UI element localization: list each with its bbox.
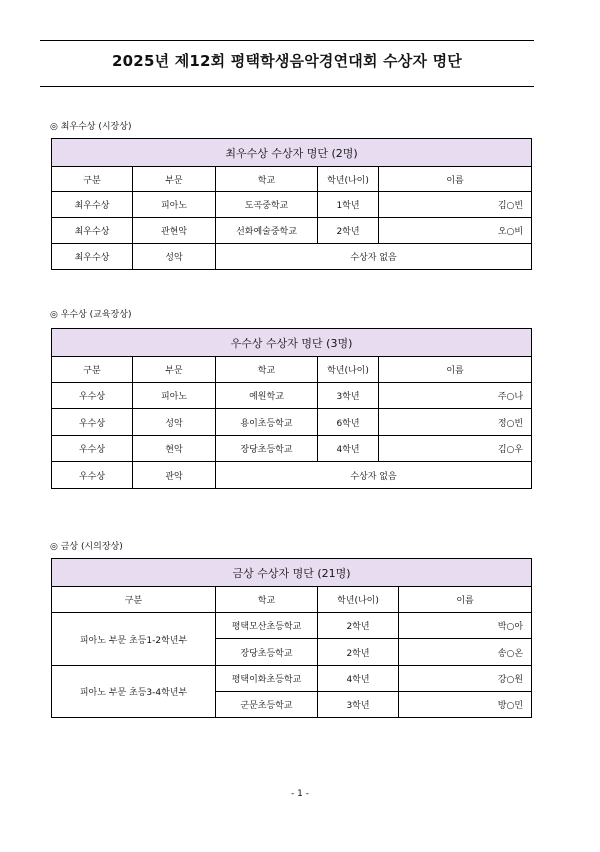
table-row: 피아노 부문 초등1-2학년부 평택모산초등학교 2학년 박○아	[52, 613, 532, 639]
no-winner-cell: 수상자 없음	[216, 244, 532, 270]
column-header: 이름	[379, 167, 532, 192]
column-header: 이름	[399, 587, 532, 613]
winner-name: 박○아	[399, 613, 532, 639]
table-row: 군문초등학교 3학년 방○민	[52, 692, 532, 718]
column-header: 부문	[133, 167, 216, 192]
table-row: 최우수상 관현악 선화예술중학교 2학년 오○비	[52, 218, 532, 244]
winner-name: 송○온	[399, 639, 532, 666]
section-heading-excellence-prize: ◎ 우수상 (교육장상)	[50, 310, 132, 320]
table-row: 우수상 성악 용이초등학교 6학년 정○빈	[52, 409, 532, 436]
winner-name: 방○민	[399, 692, 532, 718]
column-header: 부문	[133, 357, 216, 383]
table-title: 최우수상 수상자 명단 (2명)	[52, 139, 532, 167]
column-header: 학년(나이)	[318, 587, 399, 613]
column-header: 학년(나이)	[318, 357, 379, 383]
column-header: 이름	[379, 357, 532, 383]
table-title: 금상 수상자 명단 (21명)	[52, 559, 532, 587]
table-row: 우수상 피아노 예원학교 3학년 주○나	[52, 383, 532, 409]
excellence-prize-table	[51, 328, 532, 489]
category-cell: 피아노 부문 초등3-4학년부	[52, 666, 216, 718]
column-header: 구분	[52, 357, 133, 383]
section-heading-grand-prize: ◎ 최우수상 (시장상)	[50, 122, 132, 132]
column-header: 학교	[216, 357, 318, 383]
column-header: 학교	[216, 587, 318, 613]
column-header: 학교	[216, 167, 318, 192]
table-row: 우수상 관악 수상자 없음	[52, 462, 532, 489]
page-number: - 1 -	[291, 789, 309, 799]
table-row: 장당초등학교 2학년 송○온	[52, 639, 532, 666]
winner-name: 김○빈	[379, 192, 532, 218]
winner-name: 강○원	[399, 666, 532, 692]
table-row: 최우수상 피아노 도곡중학교 1학년 김○빈	[52, 192, 532, 218]
column-header: 구분	[52, 587, 216, 613]
winner-name: 김○우	[379, 436, 532, 462]
column-header: 구분	[52, 167, 133, 192]
table-row: 피아노 부문 초등3-4학년부 평택이화초등학교 4학년 강○원	[52, 666, 532, 692]
table-row: 우수상 현악 장당초등학교 4학년 김○우	[52, 436, 532, 462]
grand-prize-table	[51, 138, 532, 270]
title-top-rule	[40, 40, 534, 41]
category-cell: 피아노 부문 초등1-2학년부	[52, 613, 216, 666]
winner-name: 오○비	[379, 218, 532, 244]
no-winner-cell: 수상자 없음	[216, 462, 532, 489]
winner-name: 정○빈	[379, 409, 532, 436]
title-bottom-rule	[40, 86, 534, 87]
table-title: 우수상 수상자 명단 (3명)	[52, 329, 532, 357]
winner-name: 주○나	[379, 383, 532, 409]
page-title: 2025년 제12회 평택학생음악경연대회 수상자 명단	[112, 52, 462, 70]
gold-prize-table	[51, 558, 532, 718]
column-header: 학년(나이)	[318, 167, 379, 192]
section-heading-gold-prize: ◎ 금상 (시의장상)	[50, 542, 123, 552]
table-row: 최우수상 성악 수상자 없음	[52, 244, 532, 270]
